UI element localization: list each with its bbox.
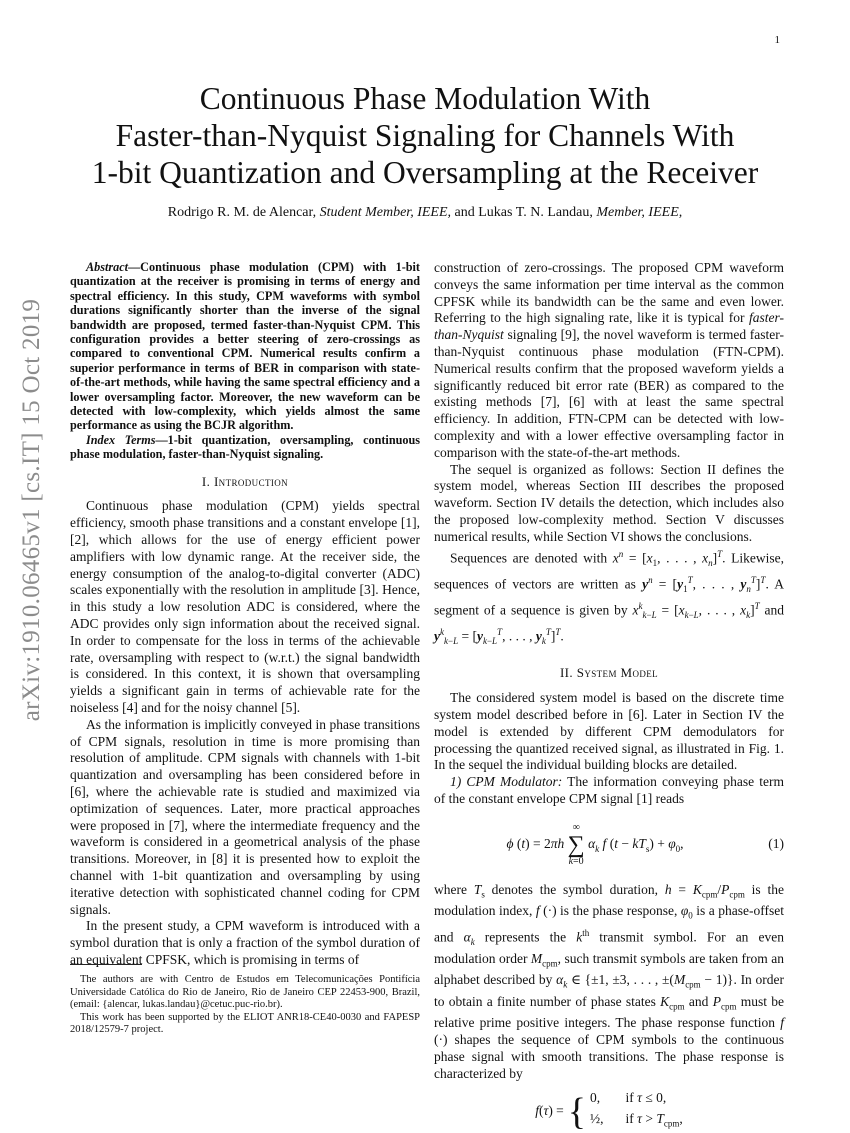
index-terms — [70, 433, 420, 462]
author-joiner: and — [454, 205, 475, 220]
intro-paragraph-4: The sequel is organized as follows: Section II defines the system model, whereas Section III describes the proposed waveform. Section IV details the detection, which includes also the proposed low-complexity method. Section V discusses numerical results, while Section VI shows the conclusions. — [434, 461, 784, 544]
cpm-modulator-paragraph: 1) CPM Modulator: The information conveying phase term of the constant envelope CPM signal [1] reads — [434, 774, 784, 807]
abstract-dash: — — [127, 260, 141, 274]
abstract-text: Continuous phase modulation (CPM) with 1-bit quantization at the receiver is promising in terms of energy and spectral efficiency. In this study, CPM waveforms with symbol durations significantly shorter than the inverse of the signal bandwidth are proposed, termed faster-than-Nyquist CPM. This configuration provides a better steering of zero-crossings as compared to conventional CPM. Numerical results confirm a superior performance in terms of BER in comparison with state-of-the-art methods, while having the same spectral efficiency and a lower oversampling factor. Moreover, the new waveform can be detected with low-complexity, which yields almost the same performance as using the BCJR algorithm. — [70, 260, 420, 433]
abstract — [70, 260, 420, 433]
equation-1 — [434, 822, 784, 868]
equation-1-body: ϕ (t) = 2πh ∞ ∑ k=0 $\alpha_k$ f $(t - kT_s) + \varphi_0$, — [506, 821, 684, 867]
left-column — [70, 260, 420, 969]
author-1-role: Student Member, IEEE, — [319, 205, 452, 220]
author-2-name: Lukas T. N. Landau, — [478, 205, 593, 220]
footnote-rule — [70, 964, 142, 965]
footnote-funding: This work has been supported by the ELIOT ANR18-CE40-0030 and FAPESP 2018/12579-7 project. — [70, 1011, 420, 1036]
index-terms-label: Index Terms — [86, 432, 156, 447]
arxiv-stamp — [12, 298, 52, 722]
title-line-1: Continuous Phase Modulation With — [199, 81, 651, 116]
system-model-paragraph-1: The considered system model is based on the discrete time system model described before in [6]. Later in Section IV the model is extended by different CPM demodulators for processing the quantized received signal, as illustrated in Fig. 1. In the sequel the individual building blocks are detailed. — [434, 690, 784, 773]
abstract-label: Abstract — [86, 260, 128, 274]
footnotes — [70, 974, 420, 1037]
index-terms-dash: — — [155, 432, 168, 447]
section-1-heading: I. Introduction — [201, 473, 289, 489]
author-1-name: Rodrigo R. M. de Alencar, — [167, 205, 317, 220]
intro-paragraph-3: In the present study, a CPM waveform is introduced with a symbol duration that is only a fraction of the symbol duration of an equivalent CPFSK, which is promising in terms of — [70, 918, 420, 967]
arxiv-stamp-text: arXiv:1910.06465v1 [cs.IT] 15 Oct 2019 — [18, 298, 45, 722]
intro-paragraph-3-continued: construction of zero-crossings. The proposed CPM waveform conveys the same information per time interval as the common CPFSK while its bandwidth can be the same and even lower. Referring to the high signaling rate, like it is typical for faster-than-Nyquist signaling [9], the novel waveform is termed faster-than-Nyquist continuous phase modulation (FTN-CPM). Numerical results confirm that the proposed waveform yields a significantly reduced bit error rate (BER) as compared to the existing methods [7], [6] with at least the same spectral efficiency. In addition, FTN-CPM can be detected with low-complexity and with a lower effective oversampling factor in comparison with the state-of-the-art methods. — [434, 260, 784, 460]
title-line-2: Faster-than-Nyquist Signaling for Channels With — [115, 118, 735, 153]
notation-paragraph: Sequences are denoted with $x^n = [x_1$, . . . , $x_n]^T$. Likewise, sequences of vectors are written as $y^n = [y_1^T$, . . . , $y_n^T]^T$. A segment of a sequence is given by $x^k_{k-L} = [x_{k-L}$, . . . , $x_k]^T$ and $y^k_{k-L} = [y_{k-L}^T$, . . . , $y_k^T]^T$. — [434, 548, 785, 646]
phase-response-definition: f(τ) = { 0, if τ ≤ 0, ½, if $\tau > T_{cpm}$, — [535, 1090, 683, 1133]
paper-title — [60, 80, 790, 191]
cpm-modulator-label: 1) CPM Modulator: — [450, 774, 563, 790]
title-line-3: 1-bit Quantization and Oversampling at the Receiver — [91, 155, 759, 190]
index-terms-text: 1-bit quantization, oversampling, continuous phase modulation, faster-than-Nyquist signaling. — [70, 432, 420, 462]
author-2-role: Member, IEEE, — [596, 205, 683, 220]
page-number: 1 — [774, 34, 780, 46]
footnote-affiliation: The authors are with Centro de Estudos em Telecomunicações Pontifícia Universidade Católica do Rio de Janeiro, Rio de Janeiro CEP 22453-900, Brazil, (email: {alencar, lukas.landau}@cetuc.puc-rio.br). — [70, 974, 420, 1011]
intro-paragraph-1: Continuous phase modulation (CPM) yields spectral efficiency, smooth phase transitions and a constant envelope [1], [2], which allows for the use of energy efficient power amplifiers with low dynamic range. At the receiver side, the energy consumption of the analog-to-digital converter (ADC) scales exponentially with the resolution in amplitude [3]. Hence, in this study a low resolution ADC is considered, where the ADC provides only sign information about the received signal. In order to compensate for the loss in terms of the achievable rate, oversampling with respect to (w.r.t.) the signal bandwidth is considered. In this context, it is shown that oversampling yields a significant gain in terms of achievable rate for the noiseless [4] and for the noisy channel [5]. — [70, 498, 420, 716]
equation-1-number: (1) — [768, 836, 784, 852]
phase-term-paragraph: where $T_s$ denotes the symbol duration, $h = K_{cpm}/P_{cpm}$ is the modulation index, f (·) is the phase response, $\varphi_0$ is a phase-offset and $\alpha_k$ represents the $k^{th}$ transmit symbol. For an even modulation order $M_{cpm}$, such transmit symbols are taken from an alphabet described by $\alpha_k$ ∈ {±1, ±3, . . . , $\pm(M_{cpm} - 1)$}. In order to obtain a finite number of phase states $K_{cpm}$ and $P_{cpm}$ must be relative prime positive integers. The phase response function f (·) shapes the sequence of CPM symbols to the continuous phase signal with smooth transitions. The phase response is characterized by — [434, 881, 785, 1081]
right-column — [434, 260, 784, 1133]
author-line — [60, 205, 790, 221]
title-block — [60, 80, 790, 221]
intro-paragraph-2: As the information is implicitly conveyed in phase transitions of CPM signals, resolution in time is more promising than resolution of amplitude. CPM signals with channels with 1-bit quantization and oversampling has been considered before in [6], where the achievable rate is studied and maximized via optimization of sequences. Later, more practical approaches were proposed in [7], where the intermediate frequency and the waveform is considered in a geometrical analysis of the phase transitions. Moreover, in [8] it is presented how to exploit the channel with 1-bit quantization and oversampling by using iterative detection with sophisticated channel coding for CPM signals. — [70, 716, 420, 917]
section-2-heading: II. System Model — [559, 665, 659, 681]
